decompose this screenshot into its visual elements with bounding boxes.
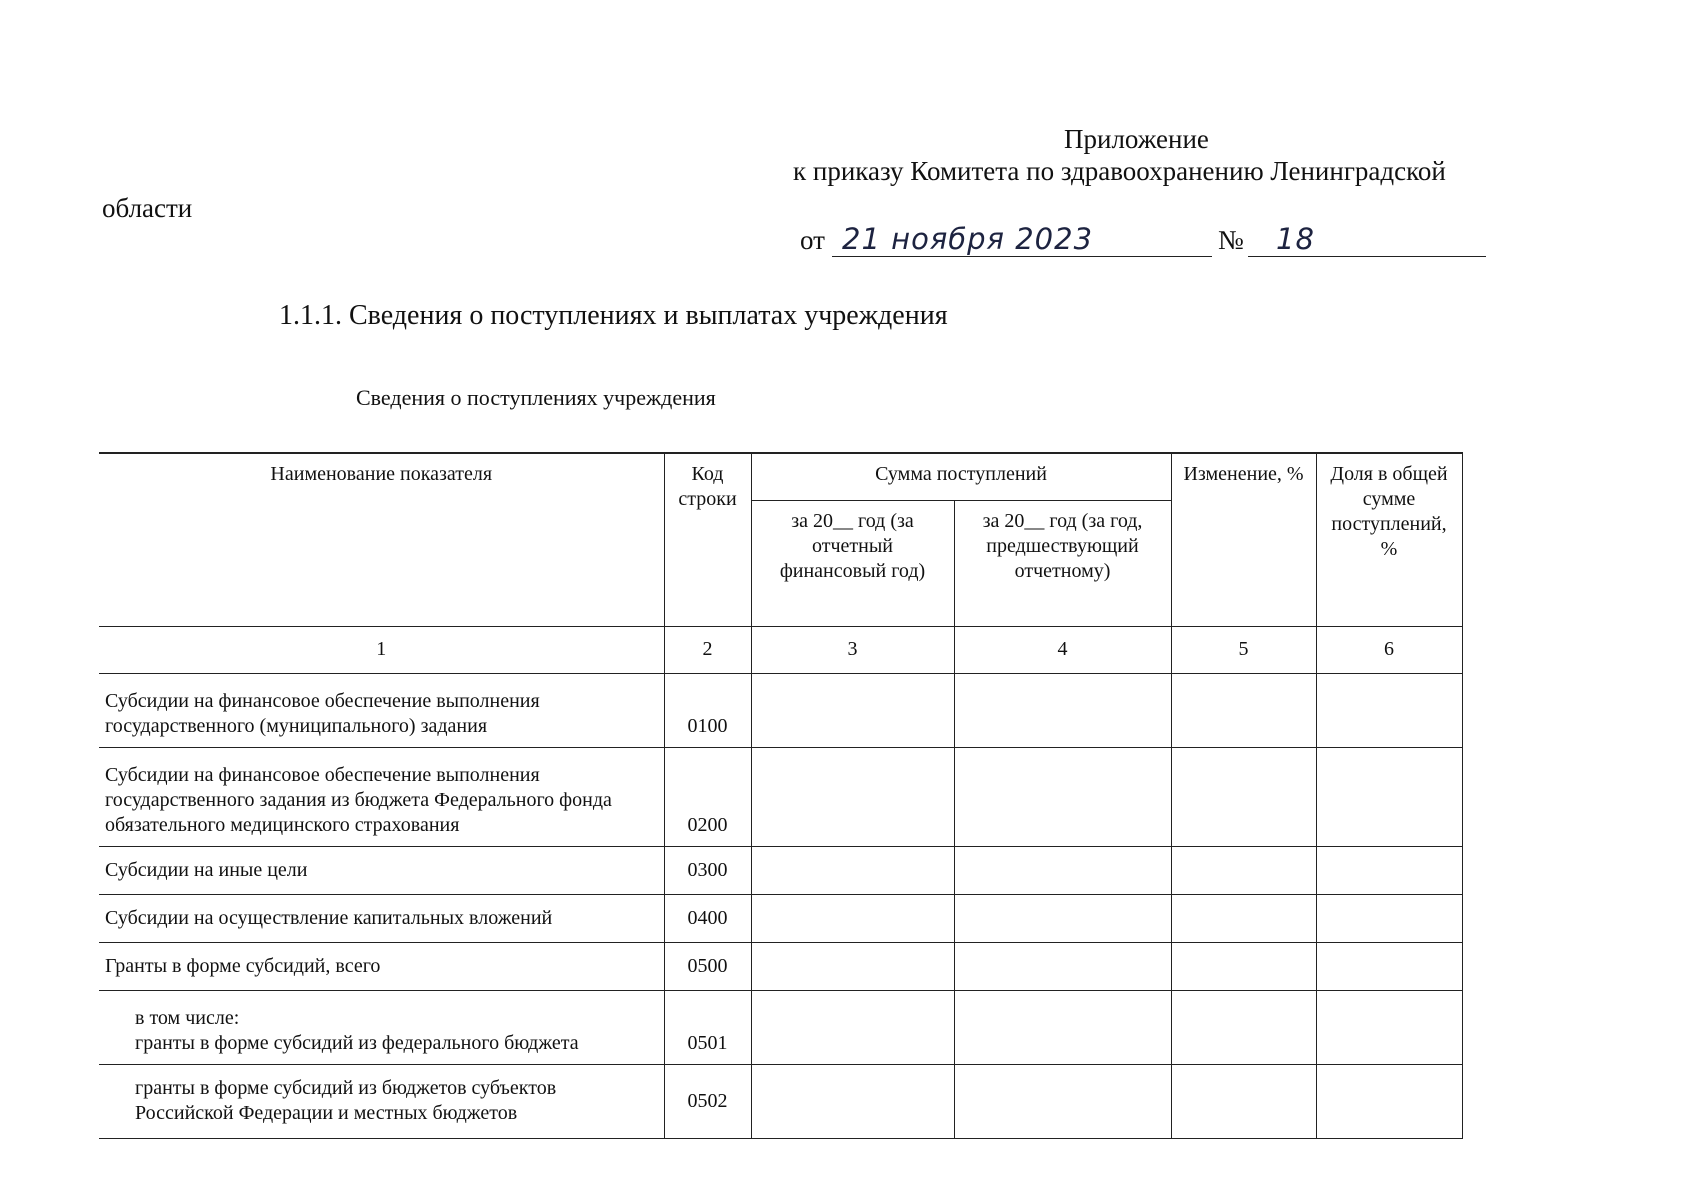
row-code: 0200 <box>664 747 751 846</box>
section-title: 1.1.1. Сведения о поступлениях и выплатах учреждения <box>279 300 948 331</box>
appendix-title: Приложение <box>1064 124 1209 154</box>
row-name-text: гранты в форме субсидий из федерального бюджета <box>135 1031 579 1054</box>
row-code: 0502 <box>664 1064 751 1138</box>
cell-year-current <box>751 846 954 894</box>
col-number-6: 6 <box>1316 626 1462 673</box>
row-code: 0400 <box>664 894 751 942</box>
table-row <box>99 990 1462 1064</box>
row-name: гранты в форме субсидий из бюджетов субъектов Российской Федерации и местных бюджетов <box>99 1064 664 1138</box>
table-row <box>99 894 1462 942</box>
col-number-2: 2 <box>664 626 751 673</box>
header-sum-group: Сумма поступлений <box>751 453 1171 500</box>
row-name: Гранты в форме субсидий, всего <box>99 942 664 990</box>
header-year-current: за 20__ год (за отчетный финансовый год) <box>751 500 954 626</box>
cell-share <box>1316 846 1462 894</box>
cell-change <box>1171 1064 1316 1138</box>
header-change: Изменение, % <box>1171 453 1316 626</box>
cell-year-prev <box>954 1064 1171 1138</box>
row-name-prefix: в том числе: <box>135 1006 240 1029</box>
cell-year-prev <box>954 942 1171 990</box>
cell-change <box>1171 846 1316 894</box>
cell-change <box>1171 942 1316 990</box>
cell-share <box>1316 673 1462 747</box>
header-share: Доля в общей сумме поступлений, % <box>1316 453 1462 626</box>
handwritten-date: 21 ноября 2023 <box>842 222 1094 256</box>
cell-year-current <box>751 894 954 942</box>
cell-year-current <box>751 942 954 990</box>
date-label: от <box>800 225 825 255</box>
cell-share <box>1316 990 1462 1064</box>
appendix-region-line: области <box>102 193 193 223</box>
cell-year-prev <box>954 894 1171 942</box>
cell-share <box>1316 894 1462 942</box>
subsection-title: Сведения о поступлениях учреждения <box>356 385 716 410</box>
cell-year-prev <box>954 846 1171 894</box>
number-label: № <box>1218 225 1244 255</box>
table-row <box>99 673 1462 747</box>
row-name: Субсидии на иные цели <box>99 846 664 894</box>
row-code: 0501 <box>664 990 751 1064</box>
table-row <box>99 846 1462 894</box>
header-code: Код строки <box>664 453 751 626</box>
row-name <box>99 990 664 1064</box>
cell-change <box>1171 894 1316 942</box>
cell-year-current <box>751 990 954 1064</box>
row-code: 0100 <box>664 673 751 747</box>
col-number-5: 5 <box>1171 626 1316 673</box>
col-number-4: 4 <box>954 626 1171 673</box>
table-row <box>99 942 1462 990</box>
appendix-order-line: к приказу Комитета по здравоохранению Ленинградской <box>793 156 1446 186</box>
cell-change <box>1171 747 1316 846</box>
cell-share <box>1316 942 1462 990</box>
cell-year-current <box>751 1064 954 1138</box>
cell-year-current <box>751 747 954 846</box>
table-row <box>99 747 1462 846</box>
cell-year-prev <box>954 673 1171 747</box>
cell-year-prev <box>954 990 1171 1064</box>
cell-share <box>1316 1064 1462 1138</box>
row-code: 0300 <box>664 846 751 894</box>
receipts-table <box>99 452 1463 1139</box>
col-number-3: 3 <box>751 626 954 673</box>
row-name: Субсидии на финансовое обеспечение выполнения государственного задания из бюджета Федерального фонда обязательного медицинского страхования <box>99 747 664 846</box>
handwritten-number: 18 <box>1276 222 1315 256</box>
cell-change <box>1171 990 1316 1064</box>
cell-change <box>1171 673 1316 747</box>
cell-share <box>1316 747 1462 846</box>
header-name: Наименование показателя <box>99 453 664 626</box>
cell-year-prev <box>954 747 1171 846</box>
row-name: Субсидии на финансовое обеспечение выполнения государственного (муниципального) задания <box>99 673 664 747</box>
row-code: 0500 <box>664 942 751 990</box>
order-date-number-line <box>800 222 1486 258</box>
header-year-prev: за 20__ год (за год, предшествующий отчетному) <box>954 500 1171 626</box>
row-name: Субсидии на осуществление капитальных вложений <box>99 894 664 942</box>
col-number-1: 1 <box>99 626 664 673</box>
cell-year-current <box>751 673 954 747</box>
table-row <box>99 1064 1462 1138</box>
